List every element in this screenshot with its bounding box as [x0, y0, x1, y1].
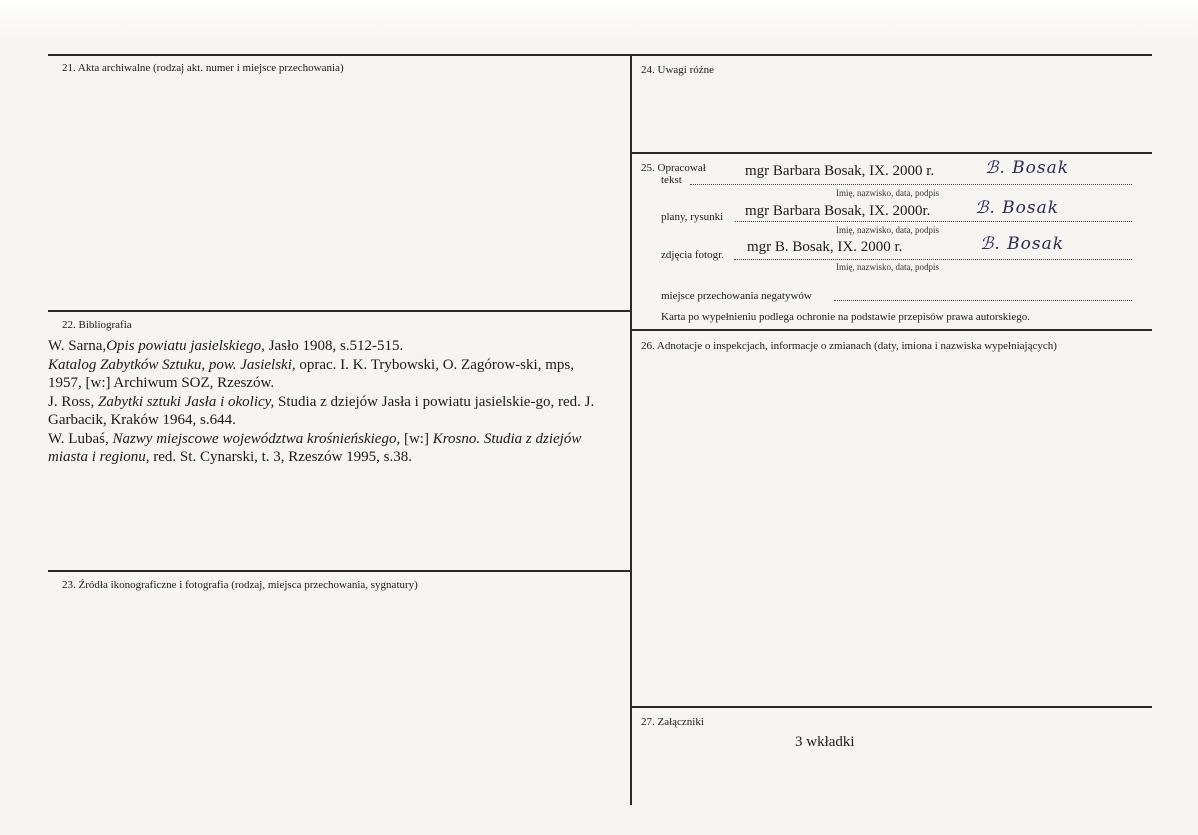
tekst-caption: Imię, nazwisko, data, podpis: [836, 188, 939, 198]
plany-dotted-line: [735, 221, 1132, 222]
entry-details: Jasło 1908, s.512-515.: [264, 338, 404, 354]
section-23-label: 23. Źródła ikonograficzne i fotografia (rodzaj, miejsca przechowania, sygnatury): [62, 579, 418, 591]
scan-edge: [0, 0, 1198, 42]
plany-label: plany, rysunki: [661, 211, 724, 223]
plany-value: mgr Barbara Bosak, IX. 2000r.: [745, 203, 931, 219]
bibliography-entry: [48, 337, 608, 356]
zdjecia-label: zdjęcia fotogr.: [661, 249, 724, 261]
bibliography-entry: [48, 393, 608, 430]
tekst-value: mgr Barbara Bosak, IX. 2000 r.: [745, 163, 935, 179]
signature-1: ℬ. Bosak: [985, 158, 1070, 178]
bibliography-entry: [48, 356, 608, 393]
bibliography-list: [48, 337, 608, 467]
section-26-label: 26. Adnotacje o inspekcjach, informacje o zmianach (daty, imiona i nazwiska wypełniających): [641, 340, 1057, 352]
entry-details: red. St. Cynarski, t. 3, Rzeszów 1995, s.38.: [149, 449, 413, 465]
entry-details: [w:]: [400, 430, 433, 447]
left-rule-22-23: [48, 570, 630, 572]
copyright-note: Karta po wypełnieniu podlega ochronie na podstawie przepisów prawa autorskiego.: [661, 311, 1030, 323]
top-rule: [48, 54, 1152, 56]
center-vertical-rule: [630, 55, 632, 805]
signature-3: ℬ. Bosak: [980, 234, 1065, 254]
entry-title: Nazwy miejscowe województwa krośnieńskiego,: [112, 430, 401, 447]
right-rule-26-27: [632, 706, 1152, 708]
bibliography-entry: [48, 430, 608, 467]
negatywy-dotted-line: [834, 300, 1132, 301]
tekst-label: tekst: [661, 174, 682, 186]
section-24-label: 24. Uwagi różne: [641, 64, 715, 76]
left-rule-21-22: [48, 310, 630, 312]
zdjecia-value: mgr B. Bosak, IX. 2000 r.: [747, 239, 903, 255]
zdjecia-dotted-line: [734, 259, 1132, 260]
plany-caption: Imię, nazwisko, data, podpis: [836, 225, 939, 235]
entry-author: W. Lubaś,: [48, 430, 113, 447]
entry-series: Krosno. Studia z dziejów miasta i regionu,: [48, 430, 582, 465]
negatywy-label: miejsce przechowania negatywów: [661, 290, 812, 302]
section-27-label: 27. Załączniki: [641, 716, 704, 728]
entry-details: oprac. I. K. Trybowski, O. Zagórow-ski, mps, 1957, [w:] Archiwum SOZ, Rzeszów.: [48, 356, 574, 391]
section-21-label: 21. Akta archiwalne (rodzaj akt. numer i miejsce przechowania): [62, 62, 344, 74]
entry-author: W. Sarna,: [48, 338, 107, 354]
entry-title: Zabytki sztuki Jasła i okolicy,: [98, 393, 275, 410]
entry-author: J. Ross,: [48, 393, 99, 410]
section-25-label: 25. Opracował: [641, 162, 706, 174]
entry-details: Studia z dziejów Jasła i powiatu jasielskie-go, red. J. Garbacik, Kraków 1964, s.644.: [48, 393, 595, 428]
right-rule-25-26: [632, 329, 1152, 331]
tekst-dotted-line: [690, 184, 1132, 185]
attachments-value: 3 wkładki: [795, 734, 855, 750]
entry-title: Opis powiatu jasielskiego,: [106, 338, 265, 354]
zdjecia-caption: Imię, nazwisko, data, podpis: [836, 262, 939, 272]
section-22-label: 22. Bibliografia: [62, 319, 132, 331]
signature-2: ℬ. Bosak: [975, 198, 1060, 218]
right-rule-24-25: [632, 152, 1152, 154]
entry-title: Katalog Zabytków Sztuku, pow. Jasielski,: [48, 356, 296, 373]
